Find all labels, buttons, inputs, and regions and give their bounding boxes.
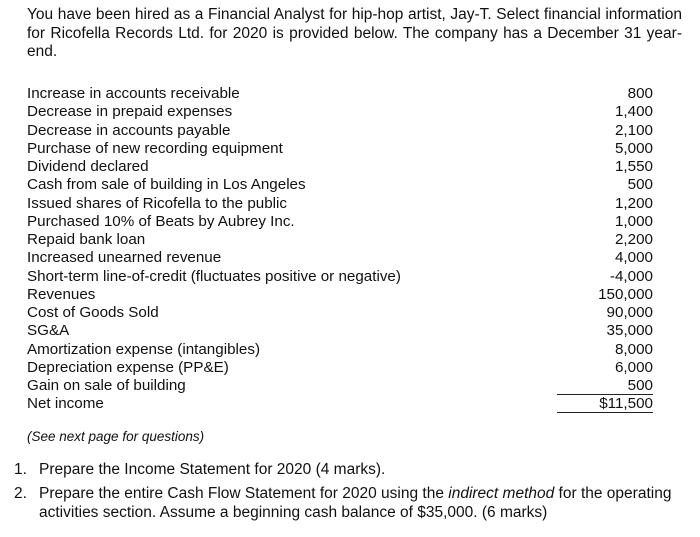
item-value: 1,200 bbox=[614, 194, 653, 212]
item-label: Issued shares of Ricofella to the public bbox=[27, 194, 288, 212]
intro-paragraph: You have been hired as a Financial Analyst for hip-hop artist, Jay-T. Select financial information for Ricofella Records Ltd. for 2020 is provided below. The company has a December 31 year- end. bbox=[27, 6, 682, 60]
item-value: 1,400 bbox=[614, 103, 653, 121]
item-label: Amortization expense (intangibles) bbox=[27, 340, 260, 358]
item-value: $11,500 bbox=[557, 395, 653, 413]
question-text bbox=[39, 484, 684, 522]
list-item bbox=[27, 103, 657, 121]
list-item bbox=[27, 122, 657, 140]
item-label: Increased unearned revenue bbox=[27, 249, 222, 267]
questions-list bbox=[14, 460, 684, 527]
question-text-emphasis: indirect method bbox=[448, 485, 555, 502]
list-item bbox=[27, 176, 657, 194]
item-label: Cost of Goods Sold bbox=[27, 304, 159, 321]
item-value: -4,000 bbox=[609, 267, 653, 285]
item-value: 1,000 bbox=[614, 212, 653, 230]
item-value: 1,550 bbox=[614, 158, 653, 175]
list-item bbox=[27, 195, 657, 213]
list-item bbox=[27, 286, 657, 304]
item-value: 5,000 bbox=[614, 139, 653, 157]
item-label: Cash from sale of building in Los Angeles bbox=[27, 176, 306, 194]
question-item bbox=[14, 460, 684, 479]
list-item bbox=[27, 158, 657, 176]
item-label: Gain on sale of building bbox=[27, 377, 186, 394]
list-item bbox=[27, 249, 657, 267]
item-label: Revenues bbox=[27, 285, 96, 303]
item-label: Decrease in accounts payable bbox=[27, 121, 231, 139]
item-value: 35,000 bbox=[606, 322, 653, 340]
item-label: Net income bbox=[27, 395, 104, 413]
item-value: 150,000 bbox=[598, 285, 653, 303]
item-label: Decrease in prepaid expenses bbox=[27, 103, 233, 121]
list-item bbox=[27, 268, 657, 286]
list-item-total bbox=[27, 395, 657, 413]
item-value: 6,000 bbox=[614, 358, 653, 376]
list-item bbox=[27, 231, 657, 249]
financial-items-list bbox=[27, 85, 657, 414]
item-label: Depreciation expense (PP&E) bbox=[27, 358, 229, 376]
question-number: 2. bbox=[14, 485, 27, 502]
item-value: 2,200 bbox=[614, 231, 653, 248]
item-label: Purchased 10% of Beats by Aubrey Inc. bbox=[27, 212, 295, 230]
item-value: 90,000 bbox=[606, 304, 653, 321]
item-label: Dividend declared bbox=[27, 158, 149, 175]
list-item bbox=[27, 140, 657, 158]
list-item bbox=[27, 304, 657, 322]
item-label: Short-term line-of-credit (fluctuates positive or negative) bbox=[27, 267, 401, 285]
item-label: Increase in accounts receivable bbox=[27, 85, 240, 102]
question-text-part: Prepare the entire Cash Flow Statement for 2020 using the bbox=[39, 485, 449, 502]
item-value: 500 bbox=[557, 378, 653, 395]
question-text-part: for the operating activities section. Assume a beginning cash balance of $35,000. (6 marks) bbox=[39, 485, 672, 521]
item-value: 2,100 bbox=[614, 121, 653, 139]
next-page-note: (See next page for questions) bbox=[27, 429, 205, 444]
item-value: 4,000 bbox=[614, 249, 653, 267]
item-value: 500 bbox=[627, 176, 653, 194]
list-item bbox=[27, 213, 657, 231]
item-label: Purchase of new recording equipment bbox=[27, 139, 283, 157]
list-item bbox=[27, 359, 657, 377]
question-item bbox=[14, 484, 684, 522]
question-text: Prepare the Income Statement for 2020 (4 marks). bbox=[39, 461, 386, 478]
question-number: 1. bbox=[14, 461, 27, 478]
item-label: Repaid bank loan bbox=[27, 231, 146, 248]
item-value: 800 bbox=[627, 85, 653, 102]
list-item bbox=[27, 377, 657, 395]
list-item bbox=[27, 85, 657, 103]
list-item bbox=[27, 341, 657, 359]
item-label: SG&A bbox=[27, 322, 70, 340]
list-item bbox=[27, 322, 657, 340]
item-value: 8,000 bbox=[614, 340, 653, 358]
